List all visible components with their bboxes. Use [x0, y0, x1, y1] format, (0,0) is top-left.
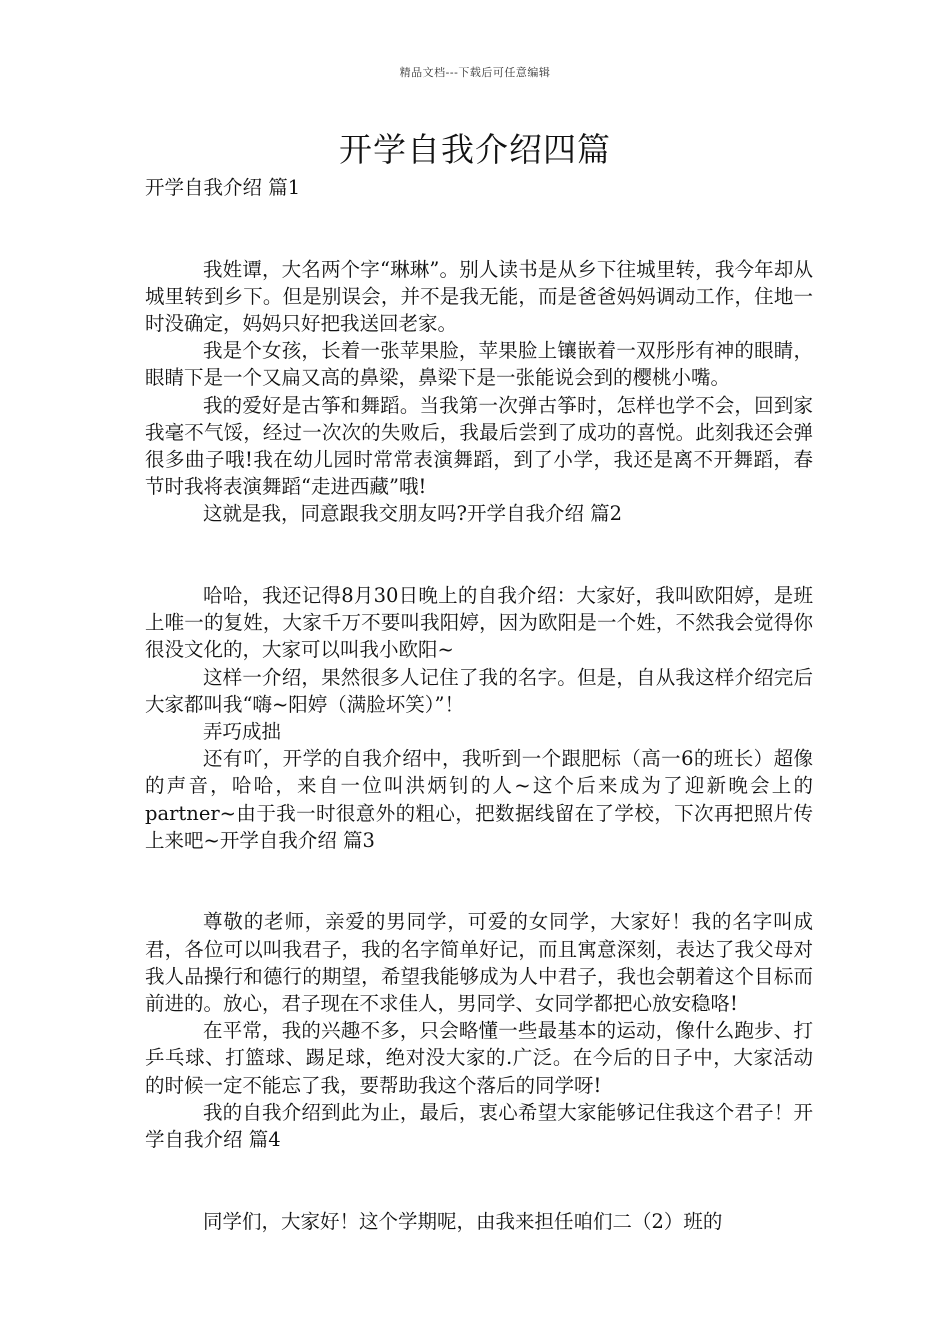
section-2-paragraph-3: 弄巧成拙: [203, 720, 282, 744]
section-2-paragraph-1: 哈哈，我还记得8月30日晚上的自我介绍：大家好，我叫欧阳婷，是班上唯一的复姓，大家千万不要叫我阳婷，因为欧阳是一个姓，不然我会觉得你很没文化的，大家可以叫我小欧阳~: [145, 584, 813, 662]
header-note: 精品文档---下载后可任意编辑: [399, 66, 551, 79]
section-1-paragraph-1: 我姓谭，大名两个字“琳琳”。别人读书是从乡下往城里转，我今年却从城里转到乡下。但是别误会，并不是我无能，而是爸爸妈妈调动工作，住地一时没确定，妈妈只好把我送回老家。: [145, 257, 813, 335]
spacer: [145, 528, 813, 582]
section-1-paragraph-3: 我的爱好是古筝和舞蹈。当我第一次弹古筝时，怎样也学不会，回到家我毫不气馁，经过一次次的失败后，我最后尝到了成功的喜悦。此刻我还会弹很多曲子哦!我在幼儿园时常常表演舞蹈，到了小学，我还是离不开舞蹈，春节时我将表演舞蹈“走进西藏”哦!: [145, 393, 813, 499]
spacer: [145, 1153, 813, 1207]
section-3-paragraph-1: 尊敬的老师，亲爱的男同学，可爱的女同学，大家好！我的名字叫成君，各位可以叫我君子，我的名字简单好记，而且寓意深刻，表达了我父母对我人品操行和德行的期望，希望我能够成为人中君子，我也会朝着这个目标而前进的。放心，君子现在不求佳人，男同学、女同学都把心放安稳咯!: [145, 910, 813, 1016]
spacer: [145, 201, 813, 255]
document-title: 开学自我介绍四篇: [339, 130, 611, 169]
section-1-paragraph-4: 这就是我，同意跟我交朋友吗?开学自我介绍 篇2: [203, 502, 623, 526]
section-1-heading: 开学自我介绍 篇1: [145, 176, 301, 199]
section-3-paragraph-3: 我的自我介绍到此为止，最后，衷心希望大家能够记住我这个君子！开学自我介绍 篇4: [145, 1100, 813, 1152]
section-3-paragraph-2: 在平常，我的兴趣不多，只会略懂一些最基本的运动，像什么跑步、打乒乓球、打篮球、踢足球，绝对没大家的.广泛。在今后的日子中，大家活动的时候一定不能忘了我，要帮助我这个落后的同学呀!: [145, 1019, 813, 1097]
section-4-paragraph-1: 同学们，大家好！这个学期呢，由我来担任咱们二（2）班的: [203, 1209, 723, 1233]
section-1-paragraph-2: 我是个女孩，长着一张苹果脸，苹果脸上镶嵌着一双彤彤有神的眼睛，眼睛下是一个又扁又高的鼻梁，鼻梁下是一张能说会到的樱桃小嘴。: [145, 339, 813, 390]
document-body: [145, 174, 813, 1235]
section-2-paragraph-4: 还有吖，开学的自我介绍中，我听到一个跟肥标（高一6的班长）超像的声音，哈哈，来自一位叫洪炳钊的人~这个后来成为了迎新晚会上的partner~由于我一时很意外的粗心，把数据线留在了学校，下次再把照片传上来吧~开学自我介绍 篇3: [145, 747, 813, 852]
section-2-paragraph-2: 这样一介绍，果然很多人记住了我的名字。但是，自从我这样介绍完后大家都叫我“嗨~阳婷（满脸坏笑）”！: [145, 665, 813, 716]
spacer: [145, 854, 813, 908]
